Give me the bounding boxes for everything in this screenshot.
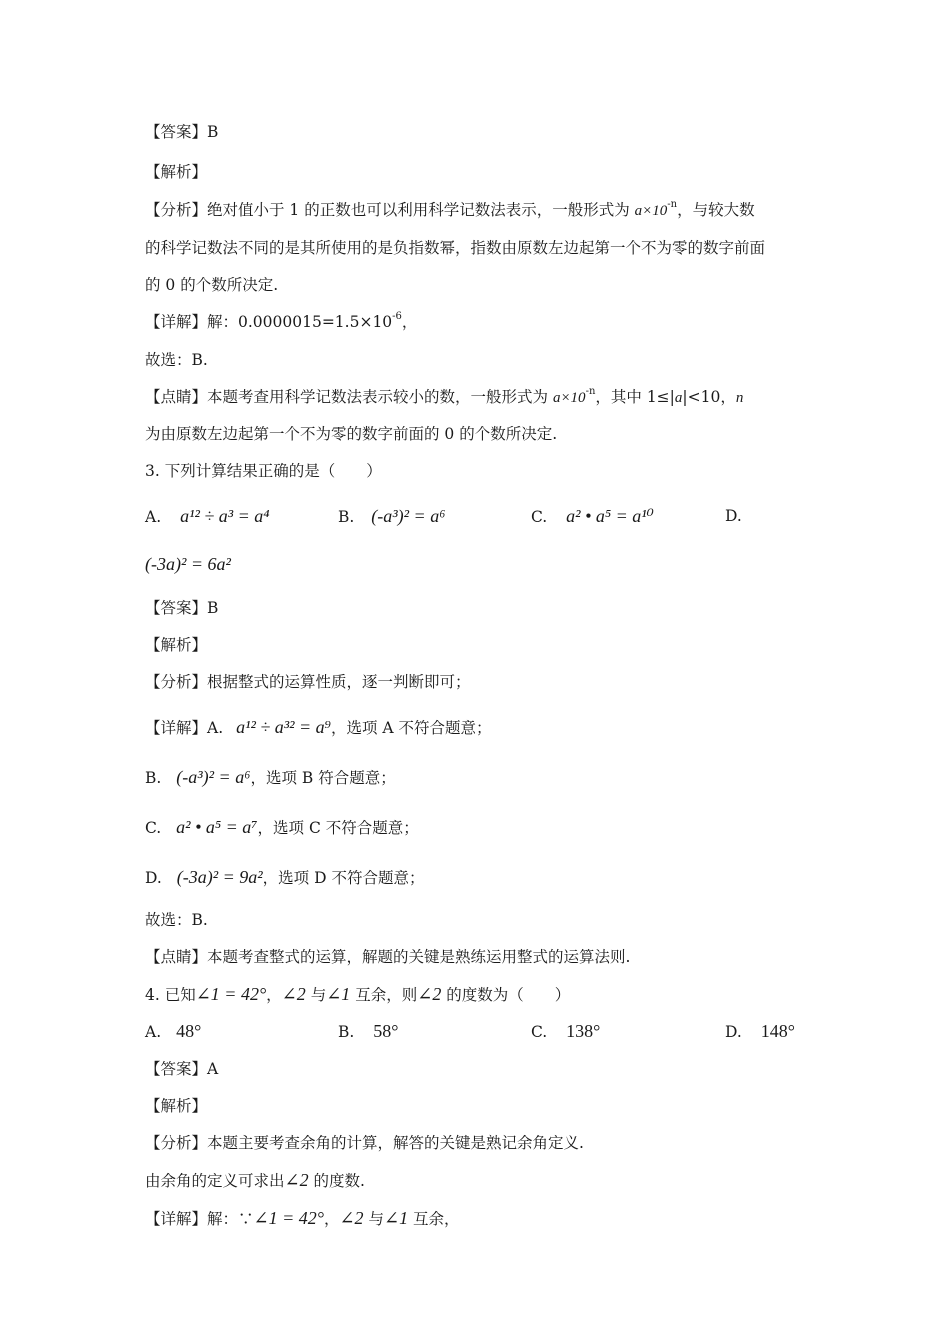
q2-dianjing-text: 【点睛】本题考查用科学记数法表示较小的数，一般形式为: [145, 388, 553, 406]
q3-option-a-label: A.: [145, 508, 162, 526]
q2-dianjing-mid: ，其中 1≤|: [595, 388, 675, 406]
q3-option-d-expr-line: [145, 553, 231, 576]
q2-fenxi-line3: 的 0 的个数所决定.: [145, 276, 279, 294]
q3-conclusion: 故选：B.: [145, 911, 208, 929]
q3-fenxi: 【分析】根据整式的运算性质，逐一判断即可；: [145, 673, 471, 691]
q4-question-mid1: ，: [266, 986, 282, 1004]
q2-dianjing-formula: a×10: [552, 390, 586, 406]
q2-dianjing-exponent: -n: [585, 386, 596, 397]
q3-detail-d-expr: (-3a)² = 9a²: [176, 867, 263, 887]
q2-detail-tail: ，: [401, 313, 418, 331]
q2-detail: [145, 311, 417, 333]
q2-fenxi-formula: a×10: [634, 203, 668, 219]
q4-fenxi: 【分析】本题主要考查余角的计算，解答的关键是熟记余角定义.: [145, 1134, 584, 1152]
q4-fenxi-2: [145, 1169, 365, 1192]
q3-option-b: [338, 505, 445, 528]
q4-option-c: [531, 1020, 600, 1043]
q3-detail-d: [145, 866, 424, 889]
q3-detail-a: [145, 716, 492, 739]
q2-dianjing-line2: 为由原数左边起第一个不为零的数字前面的 0 的个数所决定.: [145, 425, 558, 443]
q2-fenxi-exponent: -n: [667, 199, 678, 210]
q4-option-b-label: B.: [338, 1023, 355, 1041]
q3-detail-b-suffix: ，选项 B 符合题意；: [250, 769, 396, 787]
q3-option-d-expr: (-3a)² = 6a²: [145, 554, 231, 574]
q2-fenxi-tail: ，与较大数: [677, 201, 755, 219]
q4-option-c-value: 138°: [566, 1021, 601, 1041]
q4-question-expr4: ∠2: [417, 984, 442, 1004]
q3-detail-b: [145, 766, 396, 789]
q4-question-mid3: 互余，则: [350, 986, 418, 1004]
q2-fenxi-text: 【分析】绝对值小于 1 的正数也可以利用科学记数法表示，一般形式为: [145, 201, 635, 219]
q4-fenxi-2-expr: ∠2: [284, 1170, 309, 1190]
q4-detail: [145, 1207, 460, 1230]
q4-detail-prefix: 【详解】解：∵: [145, 1210, 254, 1228]
q4-detail-expr2: ∠2: [339, 1208, 364, 1228]
q4-option-c-label: C.: [531, 1023, 548, 1041]
q4-option-b-value: 58°: [373, 1021, 399, 1041]
q3-option-c: [531, 505, 654, 528]
q3-dianjing: 【点睛】本题考查整式的运算，解题的关键是熟练运用整式的运算法则.: [145, 948, 631, 966]
q4-detail-mid2: 与: [363, 1210, 384, 1228]
q3-option-a-expr: a¹² ÷ a³ = a⁴: [180, 506, 270, 526]
q4-question: [145, 983, 570, 1006]
q4-option-a-label: A.: [145, 1023, 162, 1041]
q3-detail-c: [145, 816, 419, 839]
q3-detail-a-expr: a¹² ÷ a³² = a⁹: [236, 717, 331, 737]
q4-fenxi-2-suffix: 的度数.: [308, 1172, 365, 1190]
q4-question-mid2: 与: [305, 986, 327, 1004]
q3-option-d-label: D.: [725, 507, 742, 525]
q4-detail-mid: ，: [323, 1210, 340, 1228]
q3-detail-c-expr: a² • a⁵ = a⁷: [176, 817, 258, 837]
q2-analysis-heading: 【解析】: [145, 163, 208, 181]
q2-fenxi-line1: [145, 199, 755, 222]
q3-option-c-expr: a² • a⁵ = a¹⁰: [566, 506, 654, 526]
q3-detail-a-prefix: 【详解】A.: [145, 719, 224, 737]
q3-detail-b-prefix: B.: [145, 769, 162, 787]
q2-dianjing-var-n: n: [735, 390, 744, 406]
q2-dianjing-mid2: |<10，: [682, 388, 736, 406]
q4-question-prefix: 4. 已知: [145, 986, 196, 1004]
q4-detail-expr3: ∠1: [384, 1208, 409, 1228]
q3-detail-c-suffix: ，选项 C 不符合题意；: [257, 819, 419, 837]
q2-answer: 【答案】B: [145, 123, 219, 141]
q3-detail-d-suffix: ，选项 D 不符合题意；: [262, 869, 425, 887]
q4-question-expr3: ∠1: [326, 984, 351, 1004]
q3-option-c-label: C.: [531, 508, 548, 526]
q2-dianjing-line1: [145, 386, 743, 409]
q4-question-suffix: 的度数为（ ）: [441, 986, 571, 1004]
q3-detail-b-expr: (-a³)² = a⁶: [176, 767, 251, 787]
q3-option-b-label: B.: [338, 508, 355, 526]
q3-detail-d-prefix: D.: [145, 869, 162, 887]
q4-detail-expr1: ∠1 = 42°: [253, 1208, 324, 1228]
q4-answer: 【答案】A: [145, 1060, 219, 1078]
q4-fenxi-2-prefix: 由余角的定义可求出: [145, 1172, 285, 1190]
q4-question-expr1: ∠1 = 42°: [195, 984, 267, 1004]
q2-conclusion: 故选：B.: [145, 351, 208, 369]
q3-detail-a-suffix: ，选项 A 不符合题意；: [330, 719, 492, 737]
q3-detail-c-prefix: C.: [145, 819, 162, 837]
q4-analysis-heading: 【解析】: [145, 1097, 208, 1115]
q3-answer: 【答案】B: [145, 599, 219, 617]
q3-option-d: [725, 505, 742, 527]
q2-detail-exponent: -6: [392, 311, 402, 322]
q4-option-d-label: D.: [725, 1023, 742, 1041]
q4-option-b: [338, 1020, 398, 1043]
q2-fenxi-line2: 的科学记数法不同的是其所使用的是负指数幂，指数由原数左边起第一个不为零的数字前面: [145, 239, 766, 257]
q3-analysis-heading: 【解析】: [145, 636, 208, 654]
q4-option-a-value: 48°: [176, 1021, 202, 1041]
q4-detail-suffix: 互余，: [408, 1210, 460, 1228]
q4-option-d-value: 148°: [760, 1021, 795, 1041]
q4-question-expr2: ∠2: [281, 984, 306, 1004]
q3-option-a: [145, 505, 270, 528]
q3-option-b-expr: (-a³)² = a⁶: [371, 506, 446, 526]
q4-option-a: [145, 1020, 201, 1043]
q4-option-d: [725, 1020, 795, 1043]
q2-detail-text: 【详解】解：0.0000015=1.5×10: [145, 313, 393, 331]
q3-question: 3. 下列计算结果正确的是（ ）: [145, 462, 382, 480]
q2-dianjing-var-a: a: [674, 390, 683, 406]
